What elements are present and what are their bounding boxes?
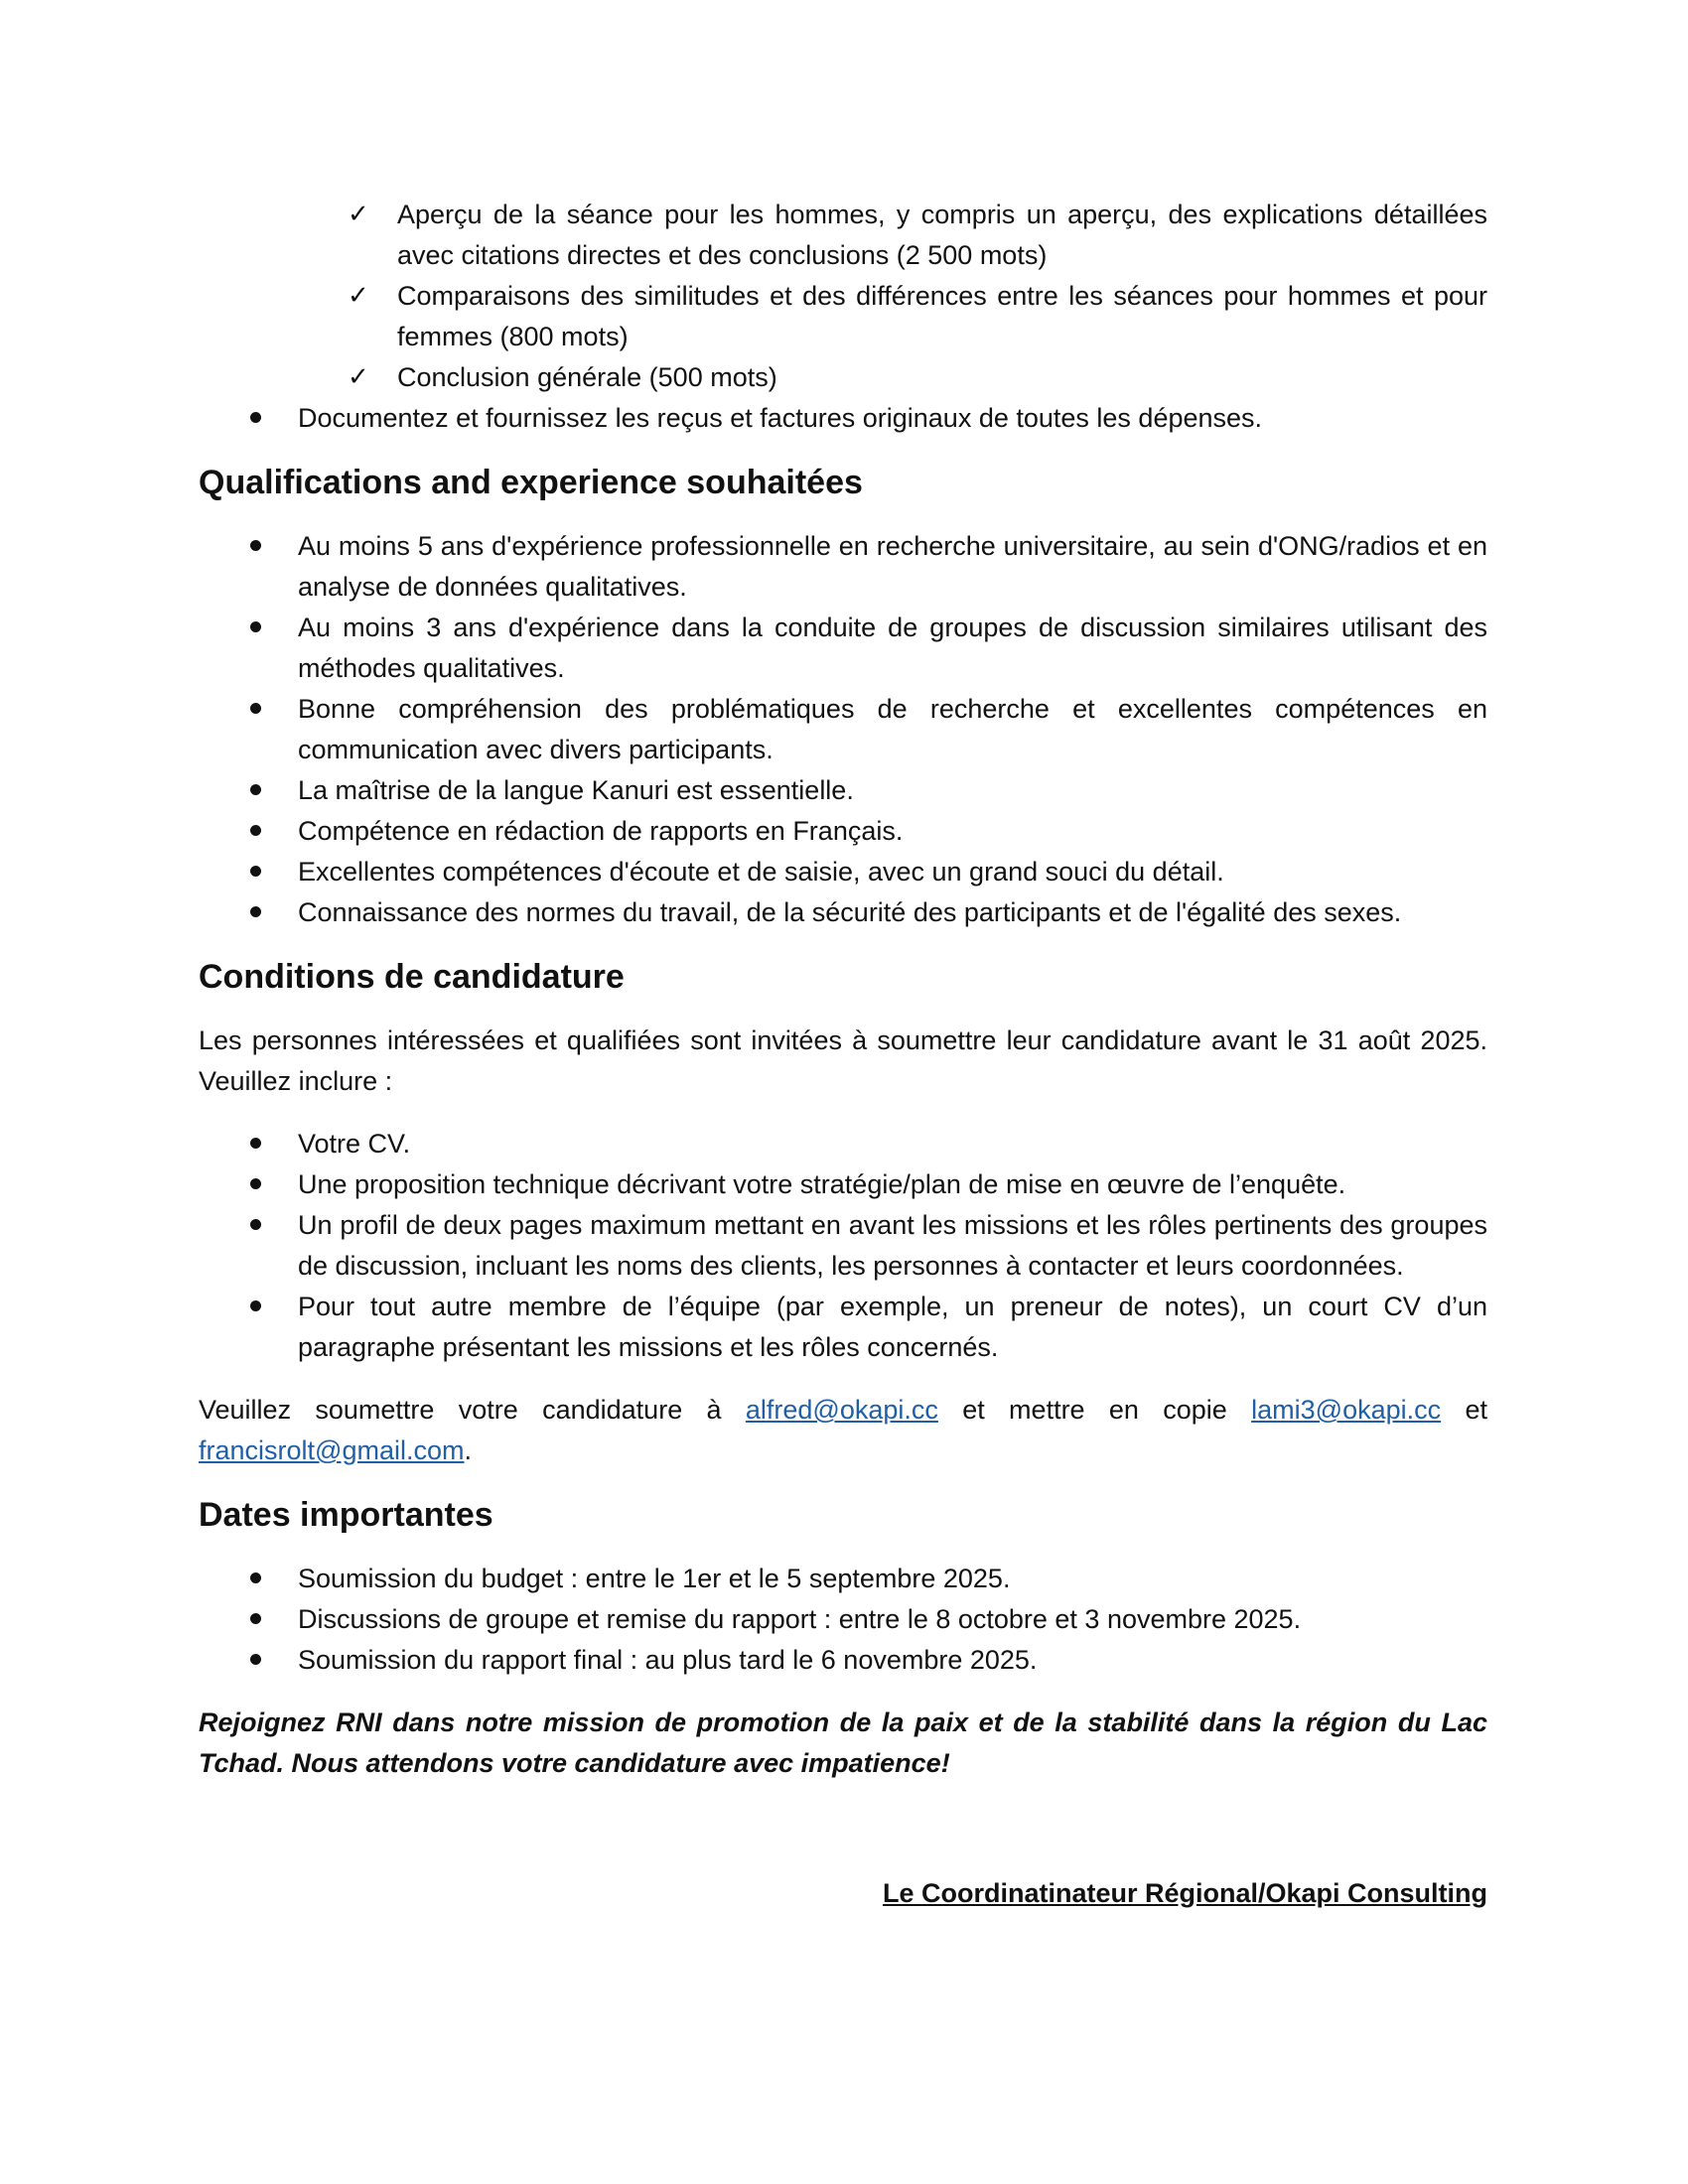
bullet-icon bbox=[250, 689, 262, 730]
signature: Le Coordinatinateur Régional/Okapi Consulting bbox=[882, 1878, 1487, 1908]
list-item-text: Excellentes compétences d'écoute et de saisie, avec un grand souci du détail. bbox=[298, 857, 1224, 887]
submission-and: et bbox=[1465, 1395, 1487, 1425]
list-item bbox=[199, 1124, 1487, 1164]
list-item-text: Compétence en rédaction de rapports en Français. bbox=[298, 816, 904, 846]
list-item bbox=[199, 852, 1487, 892]
bullet-icon bbox=[250, 1559, 262, 1599]
list-item-text: Bonne compréhension des problématiques de recherche et excellentes compétences en communication avec divers participants. bbox=[298, 694, 1487, 764]
checklist-item bbox=[199, 357, 1487, 398]
bullet-icon bbox=[250, 1124, 262, 1164]
list-item-text: Connaissance des normes du travail, de la sécurité des participants et de l'égalité des sexes. bbox=[298, 897, 1402, 927]
closing-statement: Rejoignez RNI dans notre mission de promotion de la paix et de la stabilité dans la région du Lac Tchad. Nous attendons votre candidature avec impatience! bbox=[199, 1707, 1487, 1778]
list-item bbox=[199, 1205, 1487, 1287]
bullet-icon bbox=[250, 852, 262, 892]
list-item-text: La maîtrise de la langue Kanuri est essentielle. bbox=[298, 775, 854, 805]
email-link-lami3[interactable]: lami3@okapi.cc bbox=[1251, 1395, 1442, 1425]
list-item bbox=[199, 608, 1487, 689]
list-item-text: Au moins 5 ans d'expérience professionnelle en recherche universitaire, au sein d'ONG/radios et en analyse de données qualitatives. bbox=[298, 531, 1487, 602]
bullet-icon bbox=[250, 1164, 262, 1205]
list-item-text: Documentez et fournissez les reçus et factures originaux de toutes les dépenses. bbox=[298, 403, 1263, 433]
email-link-alfred[interactable]: alfred@okapi.cc bbox=[745, 1395, 938, 1425]
list-item-text: Pour tout autre membre de l’équipe (par exemple, un preneur de notes), un court CV d’un paragraphe présentant les missions et les rôles concernés. bbox=[298, 1292, 1487, 1362]
list-item bbox=[199, 1559, 1487, 1599]
bullet-icon bbox=[250, 526, 262, 567]
bullet-icon bbox=[250, 608, 262, 648]
submission-instructions bbox=[199, 1390, 1487, 1471]
bullet-icon bbox=[250, 1599, 262, 1640]
submission-middle: et mettre en copie bbox=[962, 1395, 1227, 1425]
list-item bbox=[199, 892, 1487, 933]
list-item-text: Discussions de groupe et remise du rapport : entre le 8 octobre et 3 novembre 2025. bbox=[298, 1604, 1302, 1634]
checklist-item bbox=[199, 195, 1487, 276]
conditions-heading: Conditions de candidature bbox=[199, 958, 625, 996]
bullet-icon bbox=[250, 1205, 262, 1246]
submission-prefix: Veuillez soumettre votre candidature à bbox=[199, 1395, 722, 1425]
list-item-text: Une proposition technique décrivant votre stratégie/plan de mise en œuvre de l’enquête. bbox=[298, 1169, 1346, 1199]
list-item bbox=[199, 526, 1487, 608]
list-item bbox=[199, 1599, 1487, 1640]
checklist-item-text: Conclusion générale (500 mots) bbox=[397, 362, 777, 392]
list-item bbox=[199, 770, 1487, 811]
list-item bbox=[199, 1287, 1487, 1368]
checklist-item-text: Comparaisons des similitudes et des différences entre les séances pour hommes et pour femmes (800 mots) bbox=[397, 281, 1487, 351]
list-item bbox=[199, 689, 1487, 770]
bullet-icon bbox=[250, 1287, 262, 1327]
submission-end: . bbox=[464, 1435, 472, 1465]
list-item-text: Soumission du rapport final : au plus tard le 6 novembre 2025. bbox=[298, 1645, 1038, 1675]
bullet-icon bbox=[250, 892, 262, 933]
checkmark-icon: ✓ bbox=[348, 362, 369, 392]
bullet-icon bbox=[250, 398, 262, 439]
list-item bbox=[199, 811, 1487, 852]
bullet-icon bbox=[250, 770, 262, 811]
checklist-item bbox=[199, 276, 1487, 357]
checkmark-icon: ✓ bbox=[348, 281, 369, 311]
checklist-item-text: Aperçu de la séance pour les hommes, y compris un aperçu, des explications détaillées avec citations directes et des conclusions (2 500 mots) bbox=[397, 200, 1487, 270]
list-item-text: Votre CV. bbox=[298, 1129, 411, 1159]
email-link-francisrolt[interactable]: francisrolt@gmail.com bbox=[199, 1435, 465, 1465]
list-item bbox=[199, 1640, 1487, 1681]
qualifications-heading: Qualifications and experience souhaitées bbox=[199, 464, 863, 501]
list-item-text: Un profil de deux pages maximum mettant en avant les missions et les rôles pertinents des groupes de discussion, incluant les noms des clients, les personnes à contacter et leurs coordonnées. bbox=[298, 1210, 1487, 1281]
dates-heading: Dates importantes bbox=[199, 1496, 493, 1534]
list-item-text: Au moins 3 ans d'expérience dans la conduite de groupes de discussion similaires utilisant des méthodes qualitatives. bbox=[298, 613, 1487, 683]
conditions-intro: Les personnes intéressées et qualifiées sont invitées à soumettre leur candidature avant le 31 août 2025. Veuillez inclure : bbox=[199, 1025, 1487, 1096]
list-item-text: Soumission du budget : entre le 1er et le 5 septembre 2025. bbox=[298, 1564, 1011, 1593]
document-page bbox=[199, 195, 1487, 1914]
list-item bbox=[199, 398, 1487, 439]
bullet-icon bbox=[250, 811, 262, 852]
bullet-icon bbox=[250, 1640, 262, 1681]
list-item bbox=[199, 1164, 1487, 1205]
checkmark-icon: ✓ bbox=[348, 200, 369, 229]
